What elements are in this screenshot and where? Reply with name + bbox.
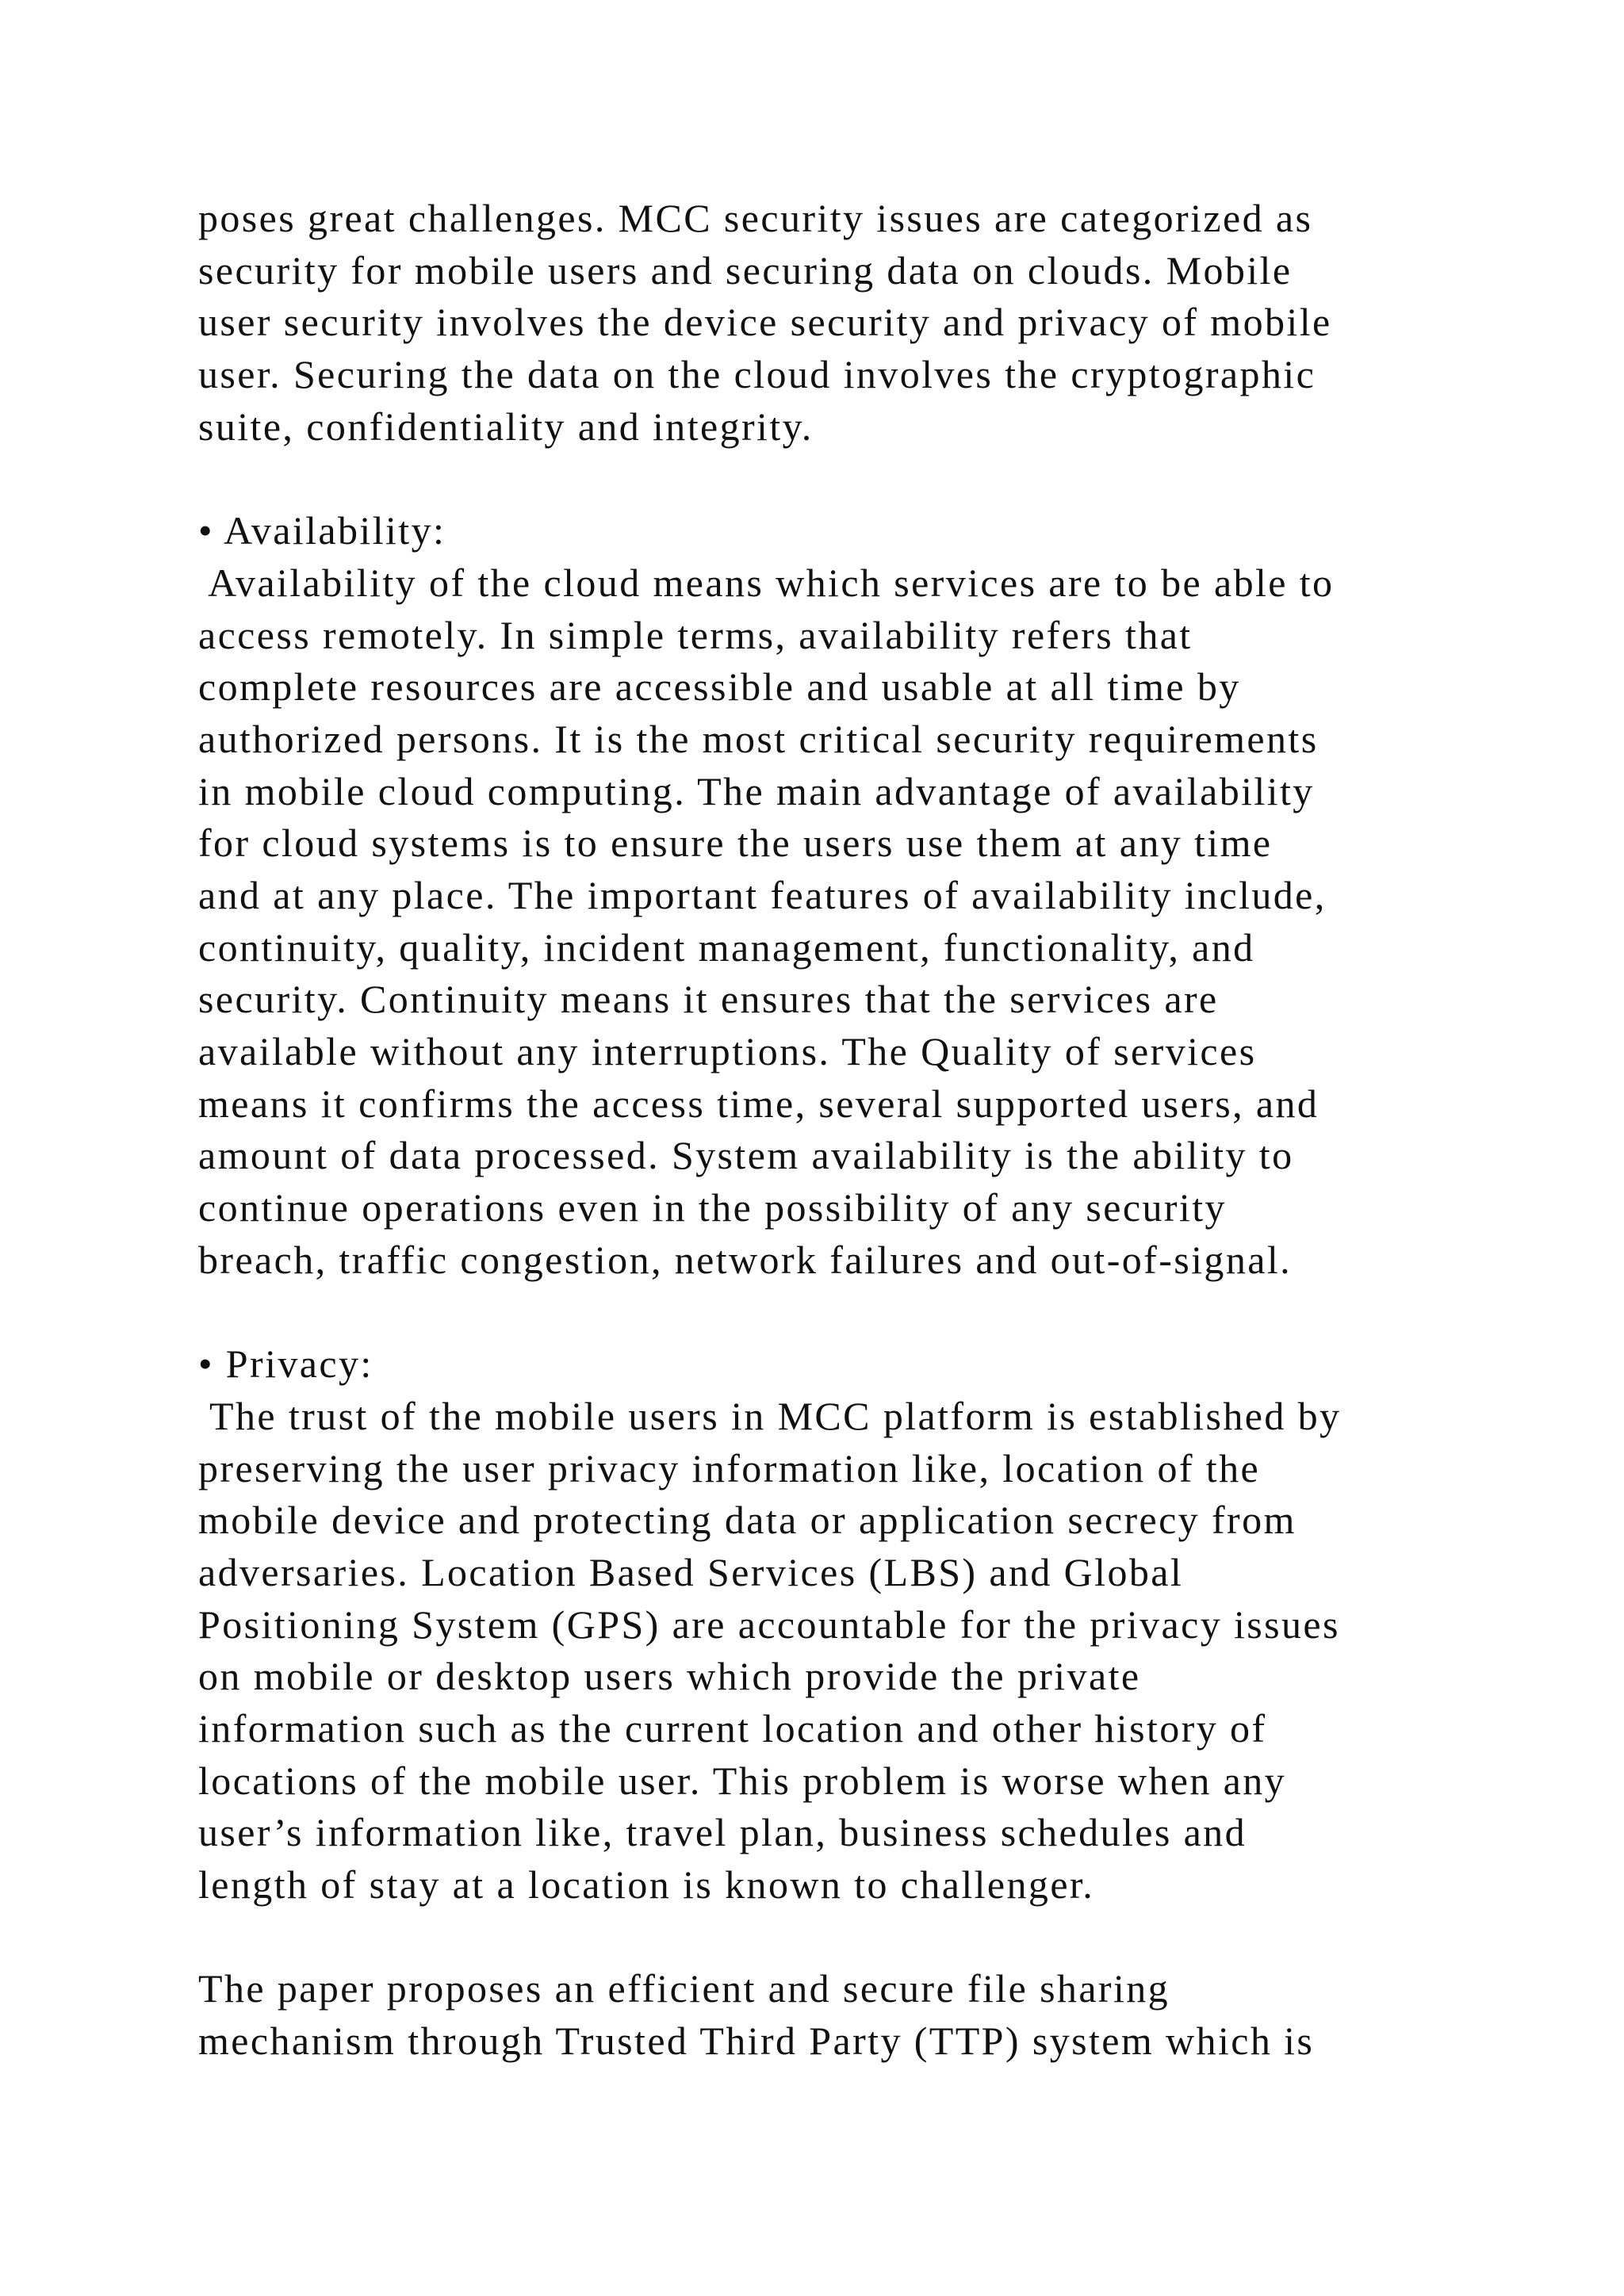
text-line: user security involves the device security and privacy of mobile [198, 300, 1332, 345]
text-line: and at any place. The important features of availability include, [198, 872, 1327, 917]
text-line: amount of data processed. System availability is the ability to [198, 1133, 1294, 1178]
text-line: complete resources are accessible and usable at all time by [198, 664, 1241, 710]
text-line: mechanism through Trusted Third Party (TTP) system which is [198, 2019, 1315, 2064]
text-line: access remotely. In simple terms, availability refers that [198, 612, 1193, 657]
text-line: preserving the user privacy information like, location of the [198, 1445, 1261, 1490]
text-line: for cloud systems is to ensure the users use them at any time [198, 821, 1273, 866]
text-line: authorized persons. It is the most critical security requirements [198, 716, 1319, 761]
text-line: continuity, quality, incident management, functionality, and [198, 924, 1255, 970]
paragraph-spacer [198, 453, 1546, 505]
text-line: on mobile or desktop users which provide the private [198, 1654, 1141, 1699]
text-line: The trust of the mobile users in MCC platform is established by [198, 1393, 1342, 1438]
text-line: Positioning System (GPS) are accountable for the privacy issues [198, 1601, 1340, 1647]
availability-heading: • Availability: [198, 508, 446, 553]
text-line: poses great challenges. MCC security issues are categorized as [198, 196, 1313, 240]
text-line: length of stay at a location is known to challenger. [198, 1862, 1095, 1907]
text-line: information such as the current location and other history of [198, 1705, 1267, 1751]
paragraph-spacer [198, 1911, 1546, 1964]
paragraph-spacer [198, 1286, 1546, 1338]
closing-paragraph [198, 1963, 1546, 2067]
text-line: locations of the mobile user. This problem is worse when any [198, 1758, 1287, 1803]
text-line: means it confirms the access time, several supported users, and [198, 1081, 1320, 1126]
text-line: Availability of the cloud means which services are to be able to [198, 560, 1335, 605]
text-line: breach, traffic congestion, network failures and out-of-signal. [198, 1237, 1293, 1282]
text-line: security for mobile users and securing data on clouds. Mobile [198, 247, 1293, 293]
text-line: The paper proposes an efficient and secure file sharing [198, 1966, 1170, 2011]
privacy-section [198, 1338, 1546, 1911]
text-line: suite, confidentiality and integrity. [198, 404, 814, 449]
text-line: mobile device and protecting data or application secrecy from [198, 1498, 1297, 1543]
text-line: user’s information like, travel plan, business schedules and [198, 1810, 1247, 1855]
privacy-heading: • Privacy: [198, 1341, 373, 1387]
availability-section [198, 505, 1546, 1286]
text-line: in mobile cloud computing. The main advantage of availability [198, 768, 1315, 813]
text-line: continue operations even in the possibility of any security [198, 1185, 1227, 1230]
document-body [198, 193, 1546, 2068]
text-line: user. Securing the data on the cloud involves the cryptographic [198, 352, 1316, 397]
intro-paragraph [198, 193, 1546, 453]
text-line: security. Continuity means it ensures that the services are [198, 977, 1219, 1022]
text-line: adversaries. Location Based Services (LBS) and Global [198, 1549, 1184, 1594]
text-line: available without any interruptions. The Quality of services [198, 1029, 1257, 1073]
